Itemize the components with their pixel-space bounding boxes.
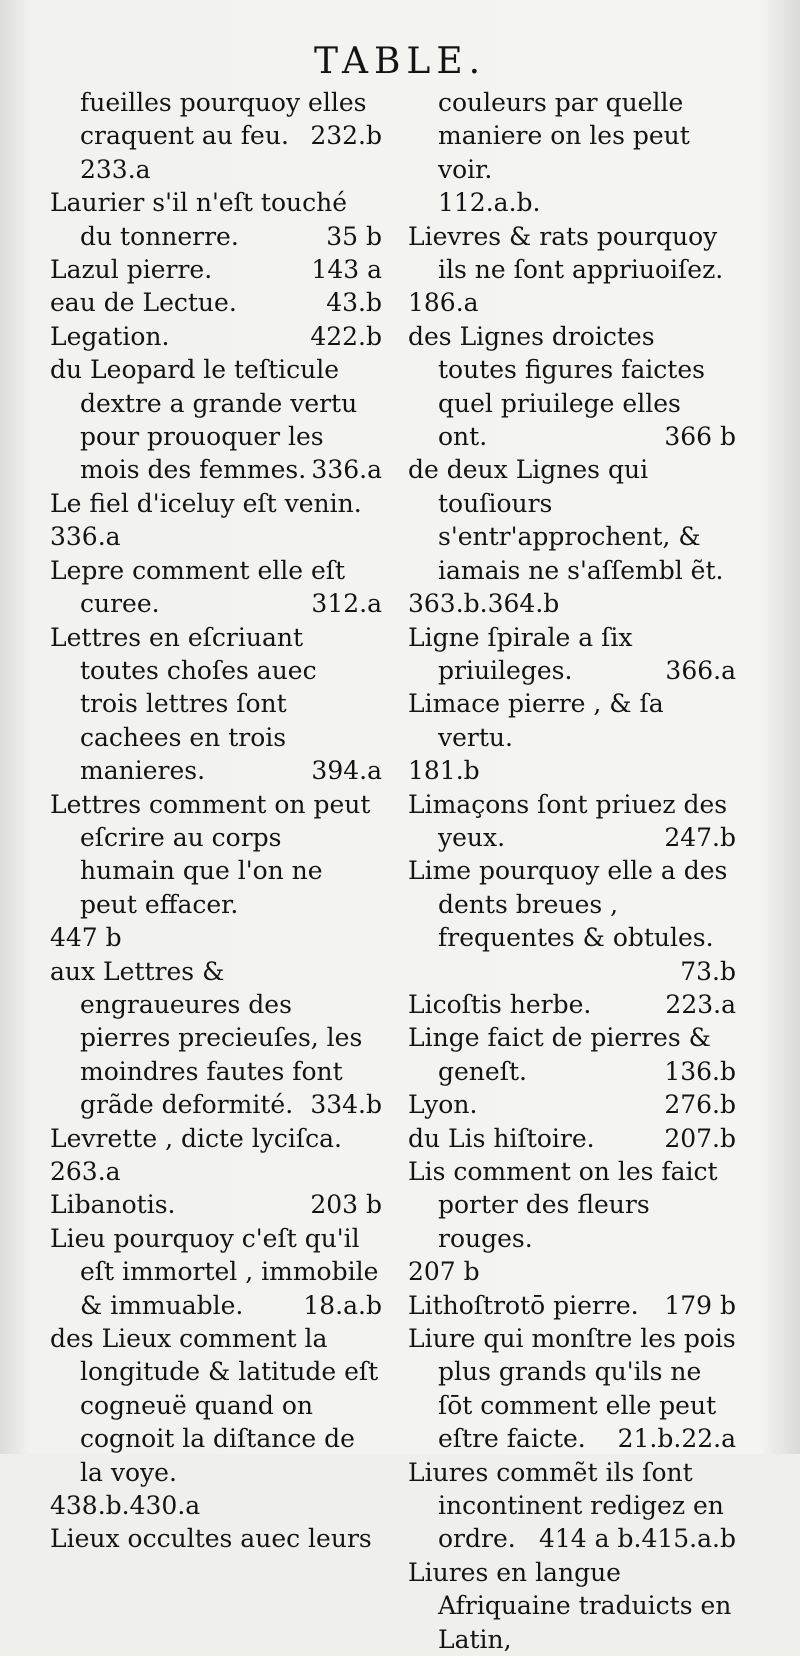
entry-text: Lettres comment on peut eſcrire au corps humain que l'on ne peut effacer.: [50, 789, 371, 919]
entry-text: Liures en langue Afriquaine traduicts en Latin,: [408, 1557, 732, 1654]
page-reference: 232.b: [310, 121, 382, 151]
page-reference: 186.a: [408, 288, 479, 318]
entry-text: Limace pierre , & ſa vertu.: [408, 689, 664, 752]
page-reference: 207 b: [408, 1257, 480, 1287]
entry-text: Liure qui monſtre les pois plus grands qu'ils ne ſōt comment elle peut eſtre faicte.: [408, 1324, 736, 1454]
entry-text: Lithoſtrotō pierre.: [408, 1290, 639, 1320]
entry-text: Laurier s'il n'eſt touché du tonnerre.: [50, 188, 347, 251]
index-entry: [50, 86, 382, 186]
entry-text: Le fiel d'iceluy eſt venin.: [50, 488, 362, 518]
index-entry: [408, 86, 736, 220]
page-reference: 276.b: [664, 1090, 736, 1120]
entry-text: Lyon.: [408, 1090, 478, 1120]
page-reference: 447 b: [50, 923, 122, 953]
page-reference: 43.b: [326, 288, 382, 318]
page-reference: 143 a: [311, 255, 382, 285]
index-entry: [50, 286, 382, 319]
index-entry: [408, 1088, 736, 1121]
entry-text: Linge faict de pierres & geneſt.: [408, 1023, 711, 1086]
entry-text: Levrette , dicte lyciſca.: [50, 1123, 343, 1153]
page-reference: 438.b.430.a: [50, 1491, 201, 1521]
entry-text: Lime pourquoy elle a des dents breues , frequentes & obtules.: [408, 856, 728, 953]
entry-text: Lazul pierre.: [50, 255, 213, 285]
entry-text: Lieu pourquoy c'eſt qu'il eſt immortel , immobile & immuable.: [50, 1223, 379, 1320]
index-entry: [50, 1188, 382, 1221]
index-entry: [50, 554, 382, 621]
entry-text: du Leopard le teſticule dextre a grande vertu pour prouoquer les mois des femmes.: [50, 355, 358, 485]
index-entry: [50, 621, 382, 788]
page-reference: 181.b: [408, 756, 480, 786]
index-entry: [408, 1021, 736, 1088]
index-entry: [50, 1522, 382, 1555]
index-entry: [50, 487, 382, 554]
entry-text: Lieux occultes auec leurs: [50, 1524, 372, 1554]
entry-text: Lepre comment elle eſt curee.: [50, 555, 346, 619]
index-entry: [408, 1556, 736, 1656]
index-entry: [50, 320, 382, 353]
index-entry: [408, 788, 736, 855]
index-entry: [408, 1289, 736, 1322]
page-title: TABLE.: [313, 41, 487, 82]
entry-text: Limaçons ſont priuez des yeux.: [408, 789, 728, 852]
page-reference: 73.b: [680, 956, 736, 986]
page-reference: 263.a: [50, 1157, 121, 1186]
page-reference: 312.a: [311, 589, 382, 619]
entry-text: Lis comment on les faict porter des fleurs rouges.: [408, 1157, 718, 1253]
page-reference: 233.a: [80, 154, 151, 184]
page-reference: 366.a: [665, 655, 736, 685]
index-entry: [408, 1322, 736, 1456]
entry-text: Lettres en eſcriuant toutes choſes auec trois lettres ſont cachees en trois manieres.: [50, 622, 317, 786]
entry-text: de deux Lignes qui touſiours s'entr'approchent, & iamais ne s'aſſembl ẽt.: [408, 455, 724, 585]
page-reference: 203 b: [310, 1190, 382, 1220]
index-entry: [408, 453, 736, 620]
page-reference: 366 b: [664, 422, 736, 452]
index-entry: [408, 320, 736, 454]
entry-text: du Lis hiſtoire.: [408, 1123, 595, 1153]
entry-text: couleurs par quelle maniere on les peut voir.: [438, 88, 690, 184]
index-entry: [408, 621, 736, 688]
page-reference: 18.a.b: [303, 1290, 382, 1320]
index-entry: [408, 988, 736, 1021]
page-reference: 179 b: [664, 1290, 736, 1320]
index-entry: [408, 854, 736, 988]
page-reference: 394.a: [311, 756, 382, 786]
index-entry: [50, 1222, 382, 1322]
index-entry: [408, 687, 736, 787]
page-reference: 247.b: [664, 822, 736, 852]
page-reference: 336.a: [50, 522, 121, 552]
entry-text: Legation.: [50, 321, 170, 351]
index-entry: [50, 186, 382, 253]
index-entry: [408, 1155, 736, 1289]
index-entry: [50, 353, 382, 487]
page-reference: 422.b: [310, 321, 382, 351]
page-reference: 207.b: [664, 1123, 736, 1153]
index-entry: [50, 1122, 382, 1189]
entry-text: Ligne ſpirale a ſix priuileges.: [408, 622, 633, 685]
index-entry: [50, 253, 382, 286]
index-entry: [408, 1122, 736, 1155]
index-entry: [50, 955, 382, 1122]
entry-text: Liures commẽt ils ſont incontinent redigez en ordre.: [408, 1457, 724, 1554]
entry-text: fueilles pourquoy elles craquent au feu.: [80, 88, 367, 151]
index-entry: [50, 1322, 382, 1522]
index-column-left: [50, 86, 382, 1556]
index-entry: [408, 1456, 736, 1556]
page-reference: 21.b.22.a: [617, 1424, 736, 1454]
page-reference: 363.b.364.b: [408, 589, 560, 619]
entry-text: eau de Lectue.: [50, 288, 237, 318]
entry-text: des Lieux comment la longitude & latitude eſt cogneuë quand on cognoit la diſtance de la voye.: [50, 1324, 379, 1487]
page-reference: 414 a b.415.a.b: [539, 1524, 736, 1554]
index-entry: [408, 220, 736, 320]
entry-text: des Lignes droictes toutes figures faictes quel priuilege elles ont.: [408, 321, 705, 452]
page-reference: 336.a: [311, 455, 382, 485]
entry-text: Lievres & rats pourquoy ils ne ſont appriuoiſez.: [408, 221, 724, 285]
page-reference: 35 b: [326, 221, 382, 251]
entry-text: Licoſtis herbe.: [408, 989, 592, 1019]
entry-text: Libanotis.: [50, 1190, 176, 1220]
page-reference: 112.a.b.: [438, 188, 541, 218]
page-reference: 334.b: [310, 1090, 382, 1120]
page-reference: 136.b: [664, 1056, 736, 1086]
index-entry: [50, 788, 382, 955]
page-reference: 223.a: [665, 989, 736, 1019]
index-column-right: [408, 86, 736, 1656]
entry-text: aux Lettres & engraueures des pierres precieuſes, les moindres fautes font grãde deformité.: [50, 956, 363, 1120]
